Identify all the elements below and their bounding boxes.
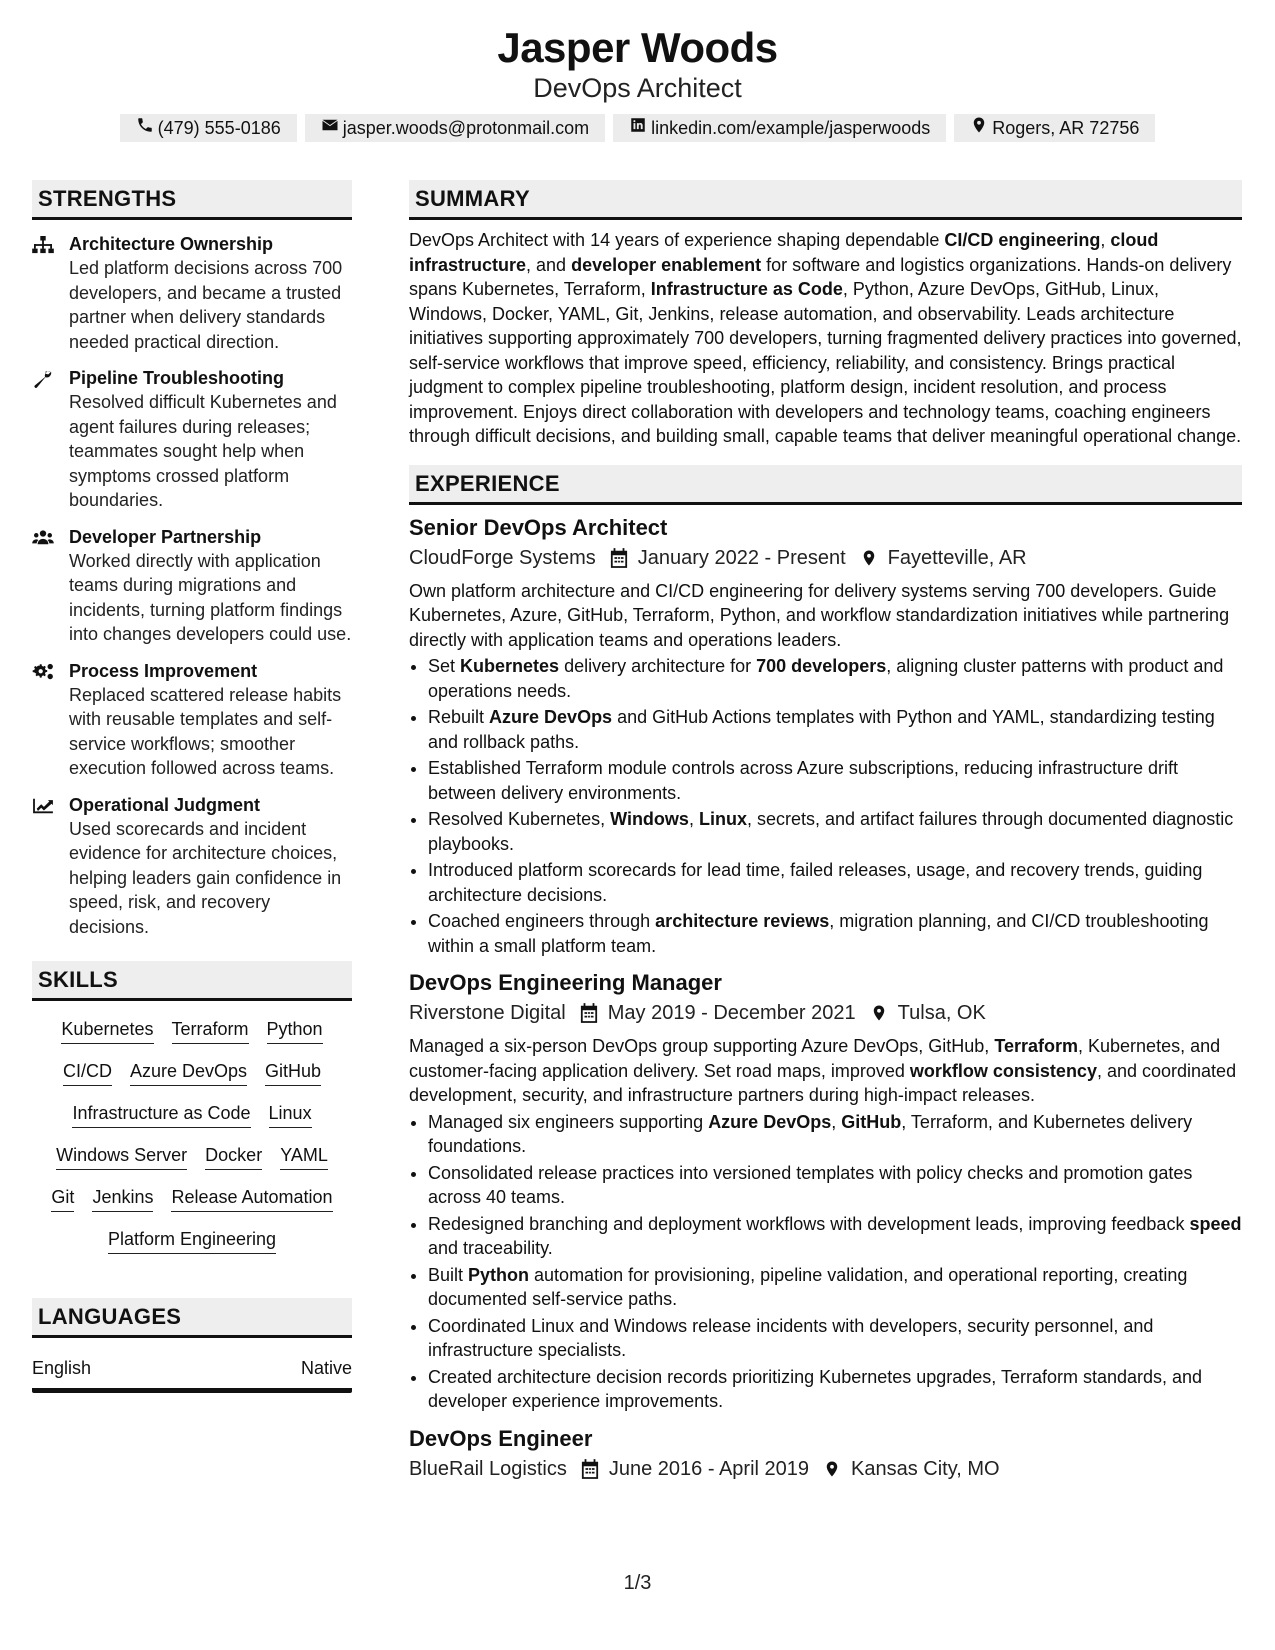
skill-tag: Infrastructure as Code xyxy=(72,1101,250,1128)
page-number: 1/3 xyxy=(623,1572,652,1594)
calendar-icon xyxy=(580,1003,598,1023)
location-text: Rogers, AR 72756 xyxy=(992,118,1140,138)
resume-header xyxy=(0,0,1275,142)
job-bullets xyxy=(409,1110,1242,1414)
strength-item xyxy=(32,525,352,647)
strength-desc: Used scorecards and incident evidence for architecture choices, helping leaders gain confidence in speed, risk, and recovery decisions. xyxy=(69,818,342,937)
phone-chip xyxy=(120,114,297,142)
phone-icon xyxy=(136,116,154,140)
job-bullet: • Established Terraform module controls across Azure subscriptions, reducing infrastructure drift between delivery environments. xyxy=(428,756,1242,805)
job-entry xyxy=(409,968,1242,1414)
strength-title: Operational Judgment xyxy=(69,794,261,815)
job-bullet: • Resolved Kubernetes, Windows, Linux, secrets, and artifact failures through documented diagnostic playbooks. xyxy=(428,807,1242,856)
strength-item xyxy=(32,232,352,354)
linkedin-text[interactable]: linkedin.com/example/jasperwoods xyxy=(651,118,931,138)
email-chip[interactable] xyxy=(305,114,605,142)
strength-title: Architecture Ownership xyxy=(69,234,274,254)
skill-tag: CI/CD xyxy=(63,1059,112,1086)
skill-tag: Windows Server xyxy=(56,1143,187,1170)
skill-tag: Azure DevOps xyxy=(130,1059,247,1086)
job-bullets xyxy=(409,654,1242,958)
strength-desc: Worked directly with application teams during migrations and incidents, turning platform findings into changes developers could use. xyxy=(69,550,352,644)
gears-icon xyxy=(32,659,69,781)
summary-text: DevOps Architect with 14 years of experience shaping dependable CI/CD engineering, cloud infrastructure, and developer enablement for software and logistics organizations. Hands-on delivery spans Kubernetes, Terraform, Infrastructure as Code, Python, Azure DevOps, GitHub, Linux, Windows, Docker, YAML, Git, Jenkins, release automation, and observability. Leads architecture initiatives supporting approximately 700 developers, turning fragmented delivery practices into governed, self-service workflows that improve speed, efficiency, reliability, and consistency. Brings practical judgment to complex pipeline troubleshooting, platform design, incident resolution, and process improvement. Enjoys direct collaboration with developers and technology teams, coaching engineers through difficult decisions, and building small, capable teams that deliver meaningful operational change. xyxy=(409,230,1242,446)
skill-tag: Docker xyxy=(205,1143,262,1170)
sitemap-icon xyxy=(32,232,69,354)
job-company: CloudForge Systems xyxy=(409,546,596,569)
right-column xyxy=(409,180,1242,1484)
map-pin-icon xyxy=(870,1003,888,1023)
strength-title: Developer Partnership xyxy=(69,526,262,547)
phone-text: (479) 555-0186 xyxy=(157,118,281,138)
job-meta xyxy=(409,543,1242,573)
linkedin-chip[interactable] xyxy=(613,114,946,142)
job-bullet: • Coached engineers through architecture reviews, migration planning, and CI/CD troubleshooting within a small platform team. xyxy=(428,909,1242,958)
skill-tag: GitHub xyxy=(265,1059,321,1086)
strength-title: Pipeline Troubleshooting xyxy=(69,368,285,388)
users-icon xyxy=(32,525,69,647)
job-bullet: • Set Kubernetes delivery architecture for 700 developers, aligning cluster patterns with product and operations needs. xyxy=(428,654,1242,703)
envelope-icon xyxy=(321,116,339,140)
contact-row xyxy=(0,114,1275,142)
wrench-icon xyxy=(32,366,69,513)
map-pin-icon xyxy=(860,548,878,568)
strength-desc: Resolved difficult Kubernetes and agent failures during releases; teammates sought help when symptoms crossed platform boundaries. xyxy=(69,392,337,510)
strength-desc: Led platform decisions across 700 developers, and became a trusted partner when delivery standards needed practical direction. xyxy=(69,258,343,352)
skill-tag: YAML xyxy=(280,1143,328,1170)
job-bullet: • Created architecture decision records prioritizing Kubernetes upgrades, Terraform standards, and developer experience improvements. xyxy=(428,1365,1242,1414)
job-bullet: • Coordinated Linux and Windows release incidents with developers, security personnel, and infrastructure specialists. xyxy=(428,1314,1242,1363)
skill-tag: Kubernetes xyxy=(61,1017,153,1044)
skill-tag: Jenkins xyxy=(92,1185,153,1212)
job-bullet: • Consolidated release practices into versioned templates with policy checks and promotion gates across 40 teams. xyxy=(428,1161,1242,1210)
job-bullet: • Introduced platform scorecards for lead time, failed releases, usage, and recovery trends, guiding architecture decisions. xyxy=(428,858,1242,907)
job-meta xyxy=(409,1454,1242,1484)
skill-tag: Release Automation xyxy=(171,1185,332,1212)
strengths-heading: STRENGTHS xyxy=(32,180,352,220)
job-company: Riverstone Digital xyxy=(409,1002,566,1024)
job-meta xyxy=(409,998,1242,1028)
languages-heading: LANGUAGES xyxy=(32,1298,352,1338)
strength-item xyxy=(32,793,352,940)
candidate-name: Jasper Woods xyxy=(497,24,778,71)
job-location: Fayetteville, AR xyxy=(887,546,1027,569)
job-bullet: • Rebuilt Azure DevOps and GitHub Actions templates with Python and YAML, standardizing testing and rollback paths. xyxy=(428,705,1242,754)
job-bullet: • Redesigned branching and deployment workflows with development leads, improving feedback speed and traceability. xyxy=(428,1212,1242,1261)
job-title: DevOps Engineering Manager xyxy=(409,970,722,995)
map-pin-icon xyxy=(823,1459,841,1479)
experience-heading: EXPERIENCE xyxy=(409,465,1242,505)
job-dates: June 2016 - April 2019 xyxy=(608,1457,810,1480)
language-row xyxy=(32,1338,352,1393)
job-dates: May 2019 - December 2021 xyxy=(607,1002,856,1024)
strength-title: Process Improvement xyxy=(69,660,258,681)
location-chip xyxy=(954,114,1155,142)
skill-tag: Python xyxy=(267,1017,323,1044)
language-level: Native xyxy=(300,1358,352,1378)
skill-tag: Terraform xyxy=(172,1017,249,1044)
job-dates: January 2022 - Present xyxy=(637,546,846,569)
skill-tag: Git xyxy=(51,1185,74,1212)
skill-tag: Linux xyxy=(269,1101,312,1128)
candidate-role: DevOps Architect xyxy=(533,73,742,103)
job-title: Senior DevOps Architect xyxy=(409,514,668,540)
summary-heading: SUMMARY xyxy=(409,180,1242,220)
email-text[interactable]: jasper.woods@protonmail.com xyxy=(342,118,590,138)
job-bullet: • Managed six engineers supporting Azure DevOps, GitHub, Terraform, and Kubernetes delivery foundations. xyxy=(428,1110,1242,1159)
strength-desc: Replaced scattered release habits with reusable templates and self-service workflows; smoother execution followed across teams. xyxy=(69,684,342,778)
skills-heading: SKILLS xyxy=(32,961,352,1001)
job-entry xyxy=(409,513,1242,959)
job-intro: Own platform architecture and CI/CD engineering for delivery systems serving 700 developers. Guide Kubernetes, Azure, GitHub, Terraform, Python, and workflow standardization initiatives while partnering directly with application teams and operations leaders. xyxy=(409,580,1230,650)
job-intro: Managed a six-person DevOps group supporting Azure DevOps, GitHub, Terraform, Kubernetes, and customer-facing application delivery. Set road maps, improved workflow consistency, and coordinated development, security, and infrastructure partners during high-impact releases. xyxy=(409,1036,1237,1105)
job-title: DevOps Engineer xyxy=(409,1425,593,1451)
job-entry xyxy=(409,1424,1242,1484)
skills-list xyxy=(32,1001,352,1258)
language-name: English xyxy=(32,1358,92,1378)
calendar-icon xyxy=(581,1459,599,1479)
strength-item xyxy=(32,366,352,513)
job-location: Tulsa, OK xyxy=(897,1002,986,1024)
job-bullet: • Built Python automation for provisioning, pipeline validation, and operational reporting, creating documented self-service paths. xyxy=(428,1263,1242,1312)
chart-line-icon xyxy=(32,793,69,940)
job-company: BlueRail Logistics xyxy=(409,1457,567,1480)
left-column xyxy=(32,180,352,1393)
map-pin-icon xyxy=(970,116,988,140)
job-location: Kansas City, MO xyxy=(851,1457,1000,1480)
skill-tag: Platform Engineering xyxy=(108,1227,276,1254)
calendar-icon xyxy=(610,548,628,568)
linkedin-icon xyxy=(629,116,647,140)
strength-item xyxy=(32,659,352,781)
